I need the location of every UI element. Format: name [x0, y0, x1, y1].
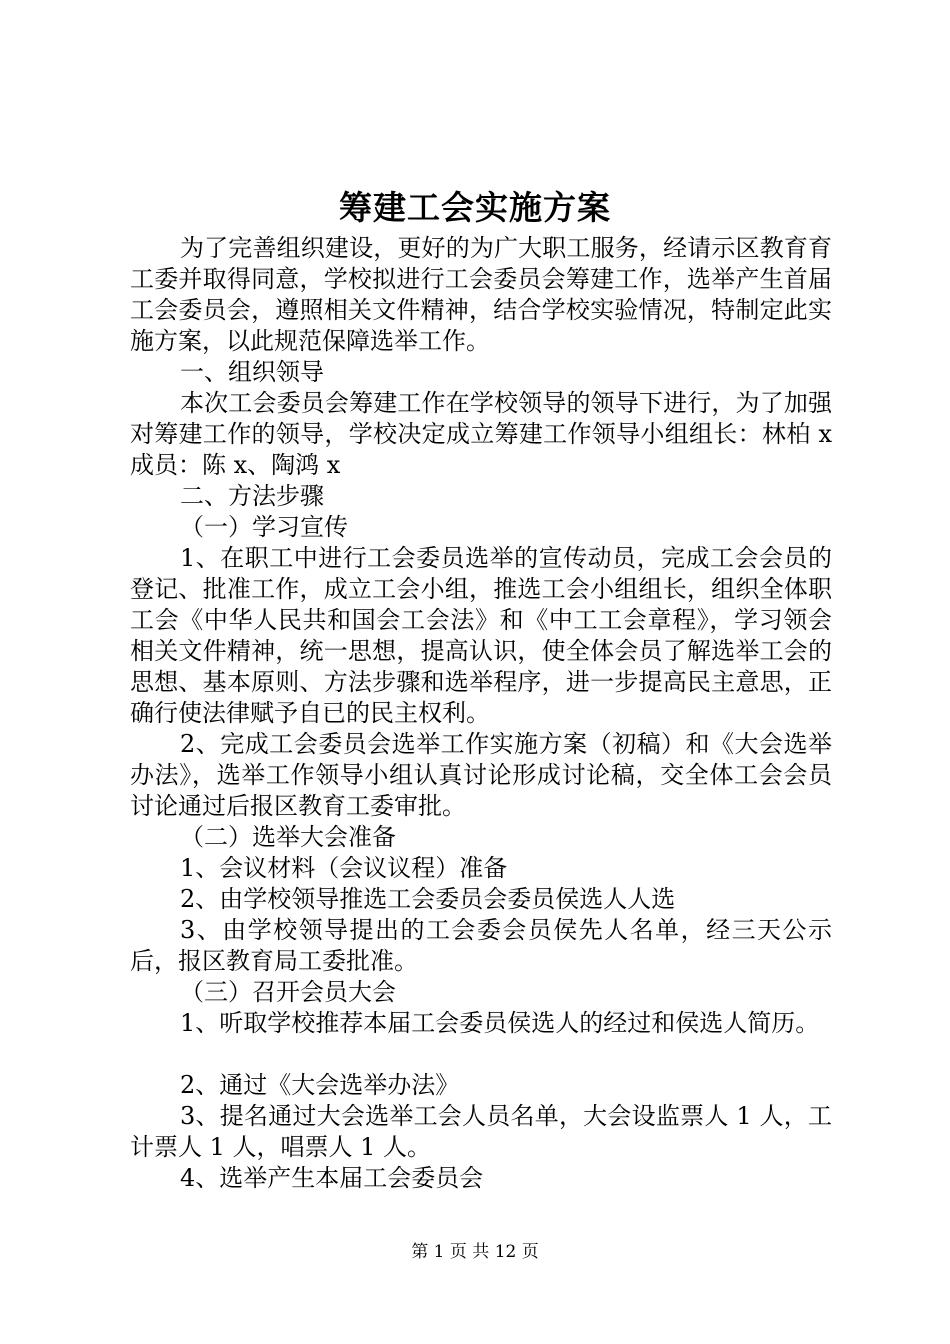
- paragraph-organization: 本次工会委员会筹建工作在学校领导的领导下进行，为了加强对筹建工作的领导，学校决定成立筹建工作领导小组组长：林柏 x 成员：陈 x、陶鸿 x: [130, 389, 832, 479]
- paragraph-publicity-2: 2、完成工会委员会选举工作实施方案（初稿）和《大会选举办法》，选举工作领导小组认真讨论形成讨论稿，交全体工会会员讨论通过后报区教育工委审批。: [130, 730, 832, 820]
- document-body: [130, 233, 832, 1194]
- paragraph-meeting-2: 2、通过《大会选举办法》: [180, 1071, 460, 1099]
- page-footer: 第 1 页 共 12 页: [411, 1242, 539, 1262]
- paragraph-meeting-4: 4、选举产生本届工会委员会: [180, 1164, 484, 1192]
- paragraph-preparation-3: 3、由学校领导提出的工会委会员侯先人名单，经三天公示后，报区教育局工委批准。: [130, 916, 832, 975]
- document-title: 筹建工会实施方案: [339, 188, 611, 227]
- paragraph-meeting-3: 3、提名通过大会选举工会人员名单，大会设监票人 1 人，工计票人 1 人，唱票人 1 人。: [130, 1102, 832, 1161]
- subheading-publicity: （一）学习宣传: [180, 513, 348, 541]
- paragraph-publicity-1: 1、在职工中进行工会委员选举的宣传动员，完成工会会员的登记、批准工作，成立工会小组，推选工会小组组长，组织全体职工会《中华人民共和国会工会法》和《中工工会章程》，学习领会相关文件精神，统一思想，提高认识，使全体会员了解选举工会的思想、基本原则、方法步骤和选举程序，进一步提高民主意思，正确行使法律赋予自已的民主权利。: [130, 544, 832, 727]
- subheading-meeting: （三）召开会员大会: [180, 978, 396, 1006]
- paragraph-preparation-1: 1、会议材料（会议议程）准备: [180, 854, 508, 882]
- subheading-preparation: （二）选举大会准备: [180, 823, 396, 851]
- heading-steps: 二、方法步骤: [180, 482, 324, 510]
- paragraph-meeting-1: 1、听取学校推荐本届工会委员侯选人的经过和侯选人简历。: [180, 1009, 820, 1037]
- paragraph-intro: 为了完善组织建设，更好的为广大职工服务，经请示区教育育工委并取得同意，学校拟进行工会委员会筹建工作，选举产生首届工会委员会，遵照相关文件精神，结合学校实验情况，特制定此实施方案，以此规范保障选举工作。: [130, 234, 832, 355]
- paragraph-preparation-2: 2、由学校领导推选工会委员会委员侯选人人选: [180, 885, 676, 913]
- heading-organization: 一、组织领导: [180, 358, 324, 386]
